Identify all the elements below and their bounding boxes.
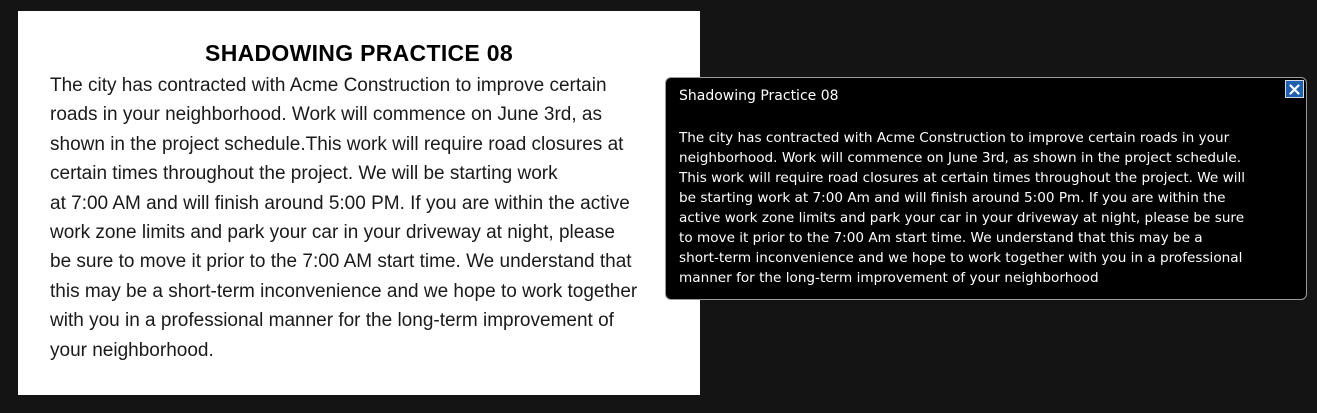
- popup-text: [679, 128, 1284, 288]
- popup-line: active work zone limits and park your car in your driveway at night, please be sure: [679, 210, 1245, 226]
- document-line: be sure to move it prior to the 7:00 AM start time. We understand that: [50, 251, 632, 273]
- popup-line: short-term inconvenience and we hope to work together with you in a professional: [679, 250, 1243, 266]
- popup-line: This work will require road closures at certain times throughout the project. We will: [679, 170, 1246, 186]
- document-line: roads in your neighborhood. Work will commence on June 3rd, as: [50, 104, 602, 126]
- document-line: this may be a short-term inconvenience and we hope to work together: [50, 280, 638, 302]
- document-line: certain times throughout the project. We will be starting work: [50, 163, 558, 185]
- popup-line: manner for the long-term improvement of your neighborhood: [679, 270, 1099, 286]
- document-image: [18, 11, 700, 395]
- popup-line: neighborhood. Work will commence on June 3rd, as shown in the project schedule.: [679, 150, 1242, 166]
- document-line: with you in a professional manner for the long-term improvement of: [50, 310, 614, 332]
- document-body: [50, 71, 710, 365]
- close-button[interactable]: [1285, 80, 1304, 98]
- document-line: work zone limits and park your car in your driveway at night, please: [50, 222, 615, 244]
- document-line: at 7:00 AM and will finish around 5:00 PM. If you are within the active: [50, 192, 630, 214]
- document-line: The city has contracted with Acme Construction to improve certain: [50, 75, 607, 96]
- transcript-popup: [665, 77, 1307, 300]
- document-title: SHADOWING PRACTICE 08: [205, 40, 513, 66]
- popup-line: The city has contracted with Acme Construction to improve certain roads in your: [679, 130, 1230, 146]
- document-line: shown in the project schedule.This work will require road closures at: [50, 133, 624, 155]
- popup-line: be starting work at 7:00 Am and will finish around 5:00 Pm. If you are within the: [679, 190, 1226, 206]
- popup-line: to move it prior to the 7:00 Am start time. We understand that this may be a: [679, 230, 1203, 246]
- document-line: your neighborhood.: [50, 339, 214, 361]
- popup-title: Shadowing Practice 08: [679, 88, 839, 104]
- close-icon: [1289, 84, 1300, 95]
